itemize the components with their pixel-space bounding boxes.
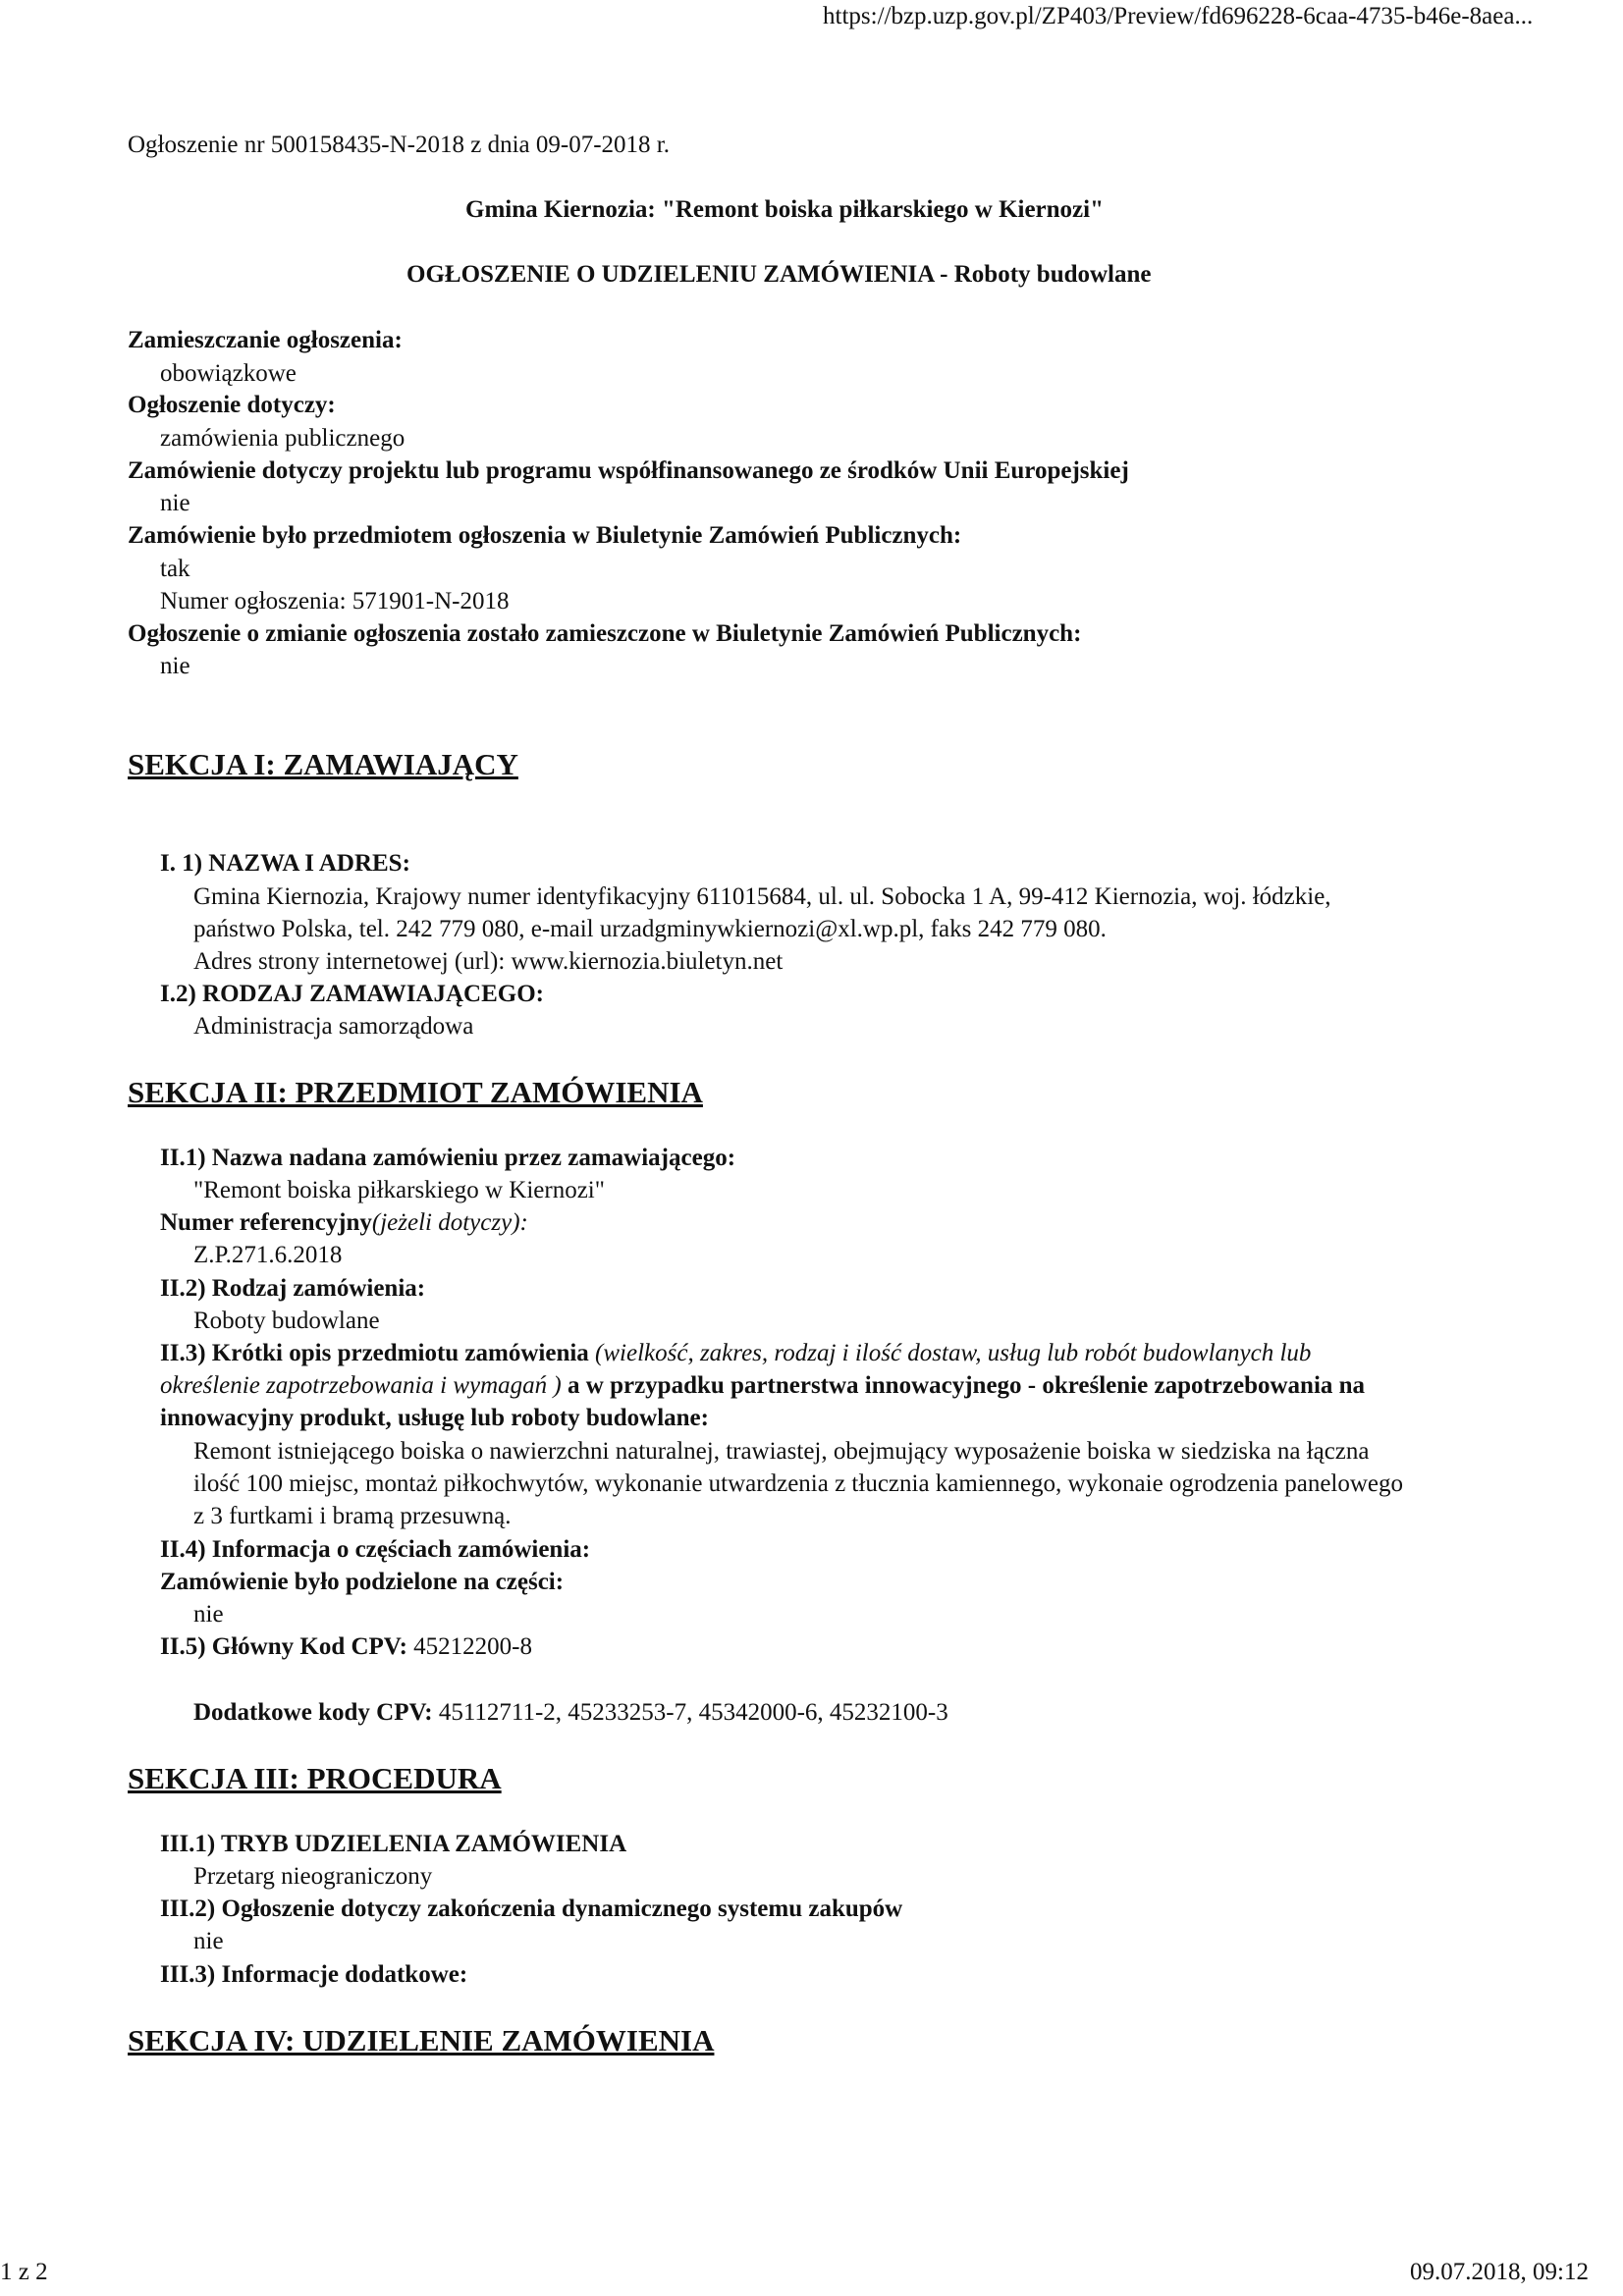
contracting-type-value: Administracja samorządowa <box>193 1013 474 1040</box>
reference-number-value: Z.P.271.6.2018 <box>193 1242 343 1268</box>
bzp-value: tak <box>160 556 190 582</box>
cpv-extra-line <box>193 1696 948 1729</box>
concerns-value: zamówienia publicznego <box>160 425 406 452</box>
description-line-2: ilość 100 miejsc, montaż piłkochwytów, wykonanie utwardzenia z tłucznia kamiennego, wykonaie ogrodzenia panelowego <box>193 1470 1404 1497</box>
notice-number: Ogłoszenie nr 500158435-N-2018 z dnia 09-07-2018 r. <box>128 132 670 158</box>
cpv-main-label: II.5) Główny Kod CPV: <box>160 1633 407 1660</box>
order-kind-label: II.2) Rodzaj zamówienia: <box>160 1275 426 1302</box>
website: Adres strony internetowej (url): www.kiernozia.biuletyn.net <box>193 948 784 975</box>
description-hint-1: (wielkość, zakres, rodzaj i ilość dostaw, usług lub robót budowlanych lub <box>595 1340 1312 1366</box>
placement-label: Zamieszczanie ogłoszenia: <box>128 327 403 353</box>
eu-label: Zamówienie dotyczy projektu lub programu współfinansowanego ze środków Unii Europejskiej <box>128 457 1129 484</box>
name-address-label: I. 1) NAZWA I ADRES: <box>160 850 410 877</box>
description-label-line-2 <box>160 1369 1365 1402</box>
address-line-2: państwo Polska, tel. 242 779 080, e-mail urzadgminywkiernozi@xl.wp.pl, faks 242 779 080. <box>193 916 1107 942</box>
order-kind-value: Roboty budowlane <box>193 1308 380 1334</box>
dps-label: III.2) Ogłoszenie dotyczy zakończenia dynamicznego systemu zakupów <box>160 1896 903 1922</box>
description-label-2: a w przypadku partnerstwa innowacyjnego - określenie zapotrzebowania na <box>568 1372 1366 1399</box>
section-1-heading: SEKCJA I: ZAMAWIAJĄCY <box>128 747 518 781</box>
reference-number-line <box>160 1206 528 1239</box>
reference-number-label: Numer referencyjny <box>160 1209 372 1236</box>
description-hint-2: określenie zapotrzebowania i wymagań ) <box>160 1372 562 1399</box>
change-value: nie <box>160 653 190 679</box>
procedure-mode-value: Przetarg nieograniczony <box>193 1863 433 1890</box>
placement-value: obowiązkowe <box>160 360 297 387</box>
address-line-1: Gmina Kiernozia, Krajowy numer identyfikacyjny 611015684, ul. ul. Sobocka 1 A, 99-412 Kiernozia, woj. łódzkie, <box>193 883 1331 910</box>
print-datetime: 09.07.2018, 09:12 <box>1410 2259 1589 2285</box>
description-label: II.3) Krótki opis przedmiotu zamówienia <box>160 1340 589 1366</box>
section-3-heading: SEKCJA III: PROCEDURA <box>128 1761 502 1795</box>
reference-number-hint: (jeżeli dotyczy): <box>371 1209 528 1236</box>
procedure-mode-label: III.1) TRYB UDZIELENIA ZAMÓWIENIA <box>160 1831 627 1857</box>
cpv-extra-value: 45112711-2, 45233253-7, 45342000-6, 45232100-3 <box>438 1699 948 1726</box>
dps-value: nie <box>193 1928 224 1954</box>
additional-info-label: III.3) Informacje dodatkowe: <box>160 1961 468 1988</box>
description-line-3: z 3 furtkami i bramą przesuwną. <box>193 1503 512 1529</box>
order-name-label: II.1) Nazwa nadana zamówieniu przez zamawiającego: <box>160 1145 736 1171</box>
order-name-value: "Remont boiska piłkarskiego w Kiernozi" <box>193 1177 605 1203</box>
parts-value: nie <box>193 1601 224 1628</box>
page-counter: 1 z 2 <box>0 2259 48 2285</box>
description-label-3: innowacyjny produkt, usługę lub roboty budowlane: <box>160 1405 709 1431</box>
contracting-type-label: I.2) RODZAJ ZAMAWIAJĄCEGO: <box>160 981 544 1007</box>
page-url: https://bzp.uzp.gov.pl/ZP403/Preview/fd696228-6caa-4735-b46e-8aea... <box>823 3 1534 29</box>
section-2-heading: SEKCJA II: PRZEDMIOT ZAMÓWIENIA <box>128 1075 703 1109</box>
bzp-label: Zamówienie było przedmiotem ogłoszenia w Biuletynie Zamówień Publicznych: <box>128 522 962 549</box>
bzp-number: Numer ogłoszenia: 571901-N-2018 <box>160 588 510 614</box>
description-line-1: Remont istniejącego boiska o nawierzchni naturalnej, trawiastej, obejmujący wyposażenie boiska w siedziska na łączna <box>193 1438 1370 1465</box>
cpv-main-line <box>160 1630 532 1663</box>
section-4-heading: SEKCJA IV: UDZIELENIE ZAMÓWIENIA <box>128 2023 715 2057</box>
cpv-main-value: 45212200-8 <box>413 1633 532 1660</box>
notice-title: Gmina Kiernozia: "Remont boiska piłkarskiego w Kiernozi" <box>465 196 1104 223</box>
eu-value: nie <box>160 490 190 516</box>
change-label: Ogłoszenie o zmianie ogłoszenia zostało zamieszczone w Biuletynie Zamówień Publicznych: <box>128 620 1082 647</box>
concerns-label: Ogłoszenie dotyczy: <box>128 392 336 418</box>
description-label-line-1 <box>160 1337 1311 1369</box>
cpv-extra-label: Dodatkowe kody CPV: <box>193 1699 433 1726</box>
notice-subtitle: OGŁOSZENIE O UDZIELENIU ZAMÓWIENIA - Roboty budowlane <box>406 261 1152 288</box>
parts-label: II.4) Informacja o częściach zamówienia: <box>160 1536 591 1563</box>
parts-divided-label: Zamówienie było podzielone na części: <box>160 1569 565 1595</box>
